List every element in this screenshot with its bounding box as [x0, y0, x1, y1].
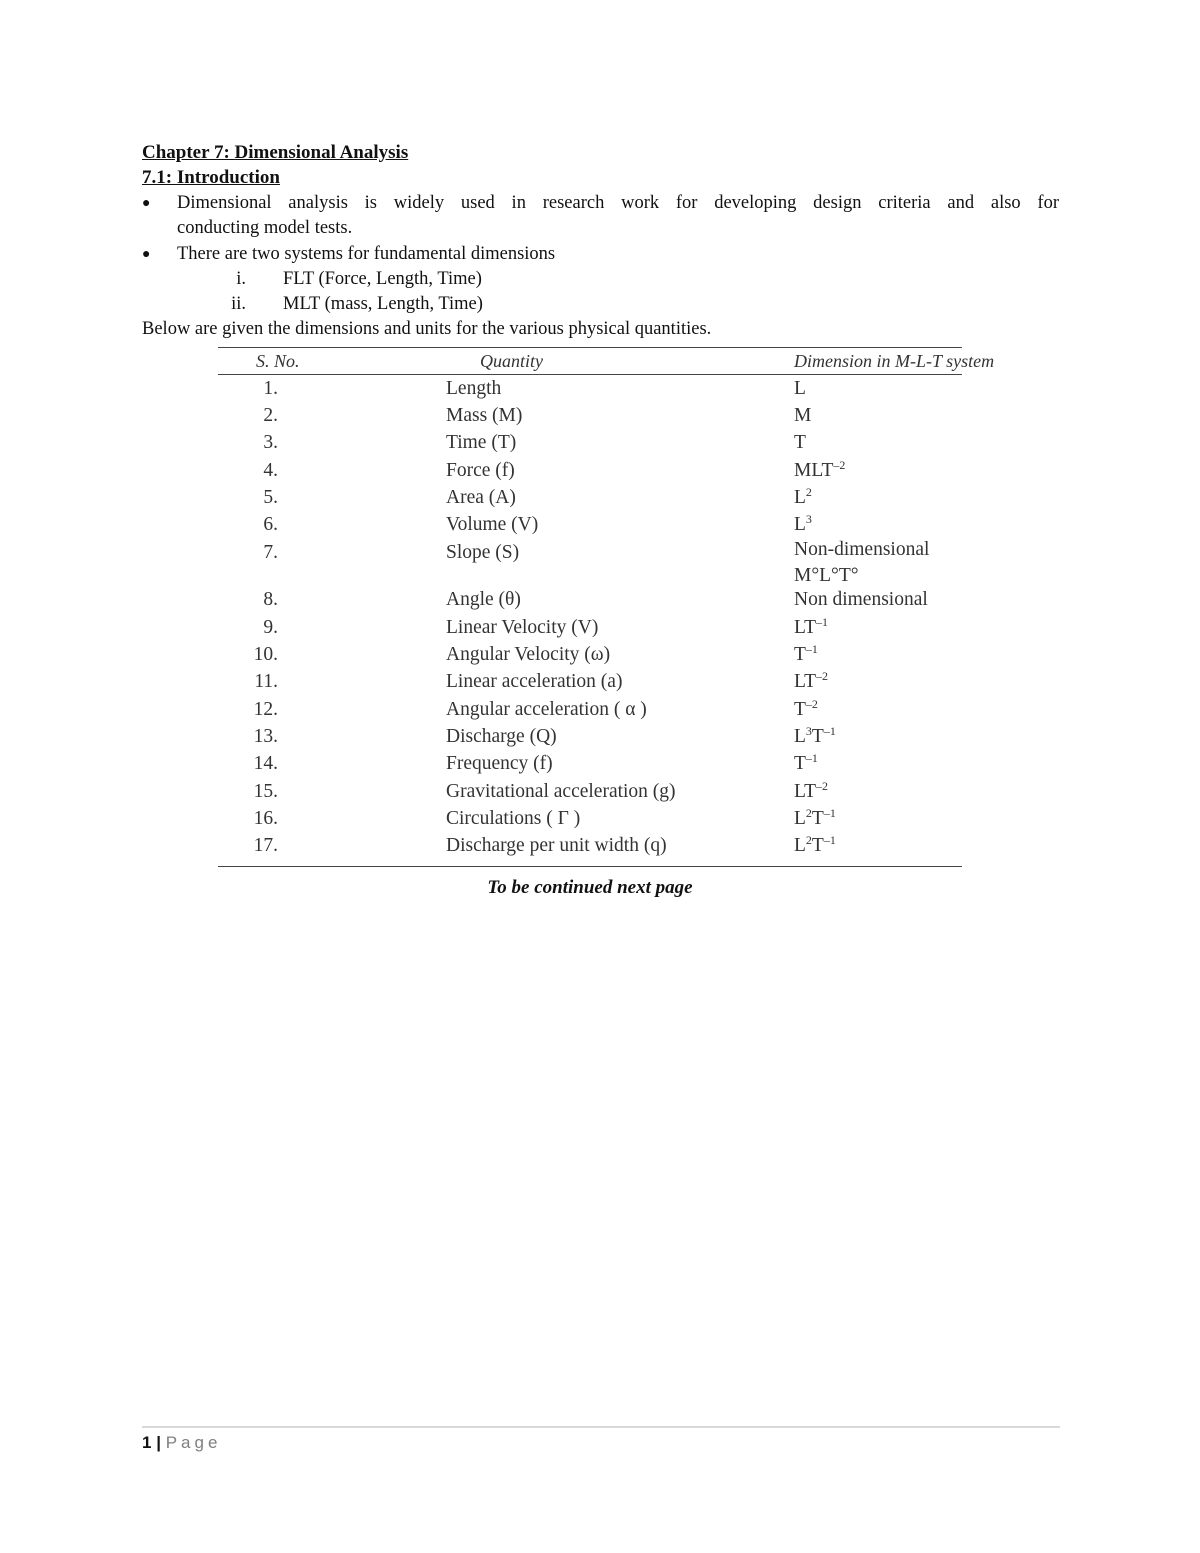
row-sno: 17.: [218, 832, 446, 866]
row-sno: 11.: [254, 671, 278, 693]
dimension-base: M: [794, 404, 812, 426]
row-dimension: [794, 539, 962, 587]
header-sno: S. No.: [218, 348, 446, 375]
footer-divider: [142, 1426, 1060, 1428]
page-label: Page: [165, 1433, 222, 1452]
page-number: 1: [142, 1433, 152, 1452]
table-row: [218, 696, 962, 723]
row-quantity: Frequency (f): [446, 753, 553, 775]
row-dimension: [794, 587, 962, 614]
row-quantity: Gravitational acceleration (g): [446, 780, 676, 802]
system-text: FLT (Force, Length, Time): [283, 269, 482, 289]
header-dimension: Dimension in M-L-T system: [794, 348, 962, 375]
table-row: [218, 805, 962, 832]
dimension-base: L: [794, 377, 806, 399]
table-row: [218, 402, 962, 429]
dimension-base: T: [811, 725, 824, 747]
dimension-exponent: –1: [805, 642, 818, 657]
table-row: [218, 484, 962, 511]
dimension-base: L: [794, 725, 806, 747]
row-dimension: [794, 511, 962, 538]
header-quantity: Quantity: [446, 348, 794, 375]
dimension-base: L: [794, 514, 806, 536]
row-quantity: Mass (M): [446, 404, 523, 426]
dimension-exponent: –1: [823, 805, 836, 820]
row-quantity: Angle (θ): [446, 589, 521, 611]
row-sno: 6.: [263, 514, 278, 536]
table-section: [218, 347, 995, 899]
table-row: [218, 587, 962, 614]
continued-note: To be continued next page: [487, 876, 693, 898]
dimensions-table: [218, 347, 995, 867]
row-quantity: Volume (V): [446, 514, 539, 536]
row-dimension: [794, 375, 962, 403]
dimension-exponent: 2: [805, 484, 812, 499]
dimension-base: L: [794, 835, 806, 857]
row-sno: 15.: [253, 780, 278, 802]
dimension-base: T: [794, 432, 806, 454]
table-row: [218, 778, 962, 805]
table-row: [218, 614, 962, 641]
row-quantity: Angular Velocity (ω): [446, 644, 611, 666]
row-quantity: Discharge (Q): [446, 725, 557, 747]
dimension-base: L: [794, 486, 806, 508]
dimension-exponent: –1: [805, 751, 818, 766]
table-row: [218, 669, 962, 696]
dimension-base: LT: [794, 671, 817, 693]
row-quantity: Linear acceleration (a): [446, 671, 623, 693]
dimension-exponent: –1: [816, 614, 829, 629]
row-dimension: [794, 696, 962, 723]
row-sno: 4.: [263, 459, 278, 481]
row-quantity: Area (A): [446, 486, 516, 508]
dimension-base: LT: [794, 616, 817, 638]
dimension-base: T: [794, 698, 806, 720]
row-sno: 14.: [253, 753, 278, 775]
row-sno: 1.: [263, 377, 278, 399]
dimension-exponent: –2: [833, 457, 846, 472]
row-dimension: [794, 614, 962, 641]
table-row: [218, 723, 962, 750]
row-quantity: Circulations ( Γ ): [446, 807, 581, 829]
row-sno: 3.: [263, 432, 278, 454]
dimension-base: LT: [794, 780, 817, 802]
footer-separator: |: [156, 1433, 161, 1452]
dimension-exponent: –1: [823, 723, 836, 738]
row-quantity: Force (f): [446, 459, 515, 481]
chapter-title: Chapter 7: Dimensional Analysis: [142, 142, 409, 163]
row-dimension: [794, 751, 962, 778]
system-num: ii.: [231, 294, 246, 314]
dimension-base: T: [794, 644, 806, 666]
table-row: [218, 430, 962, 457]
bullet-icon: ●: [142, 247, 151, 262]
table-header-row: [218, 348, 962, 375]
table-row: [218, 511, 962, 538]
dimension-exponent: –2: [816, 778, 829, 793]
dimension-exponent: –1: [823, 833, 836, 848]
row-quantity: Discharge per unit width (q): [446, 832, 794, 866]
row-sno: 16.: [253, 807, 278, 829]
row-sno: 2.: [263, 404, 278, 426]
table-row: [218, 375, 962, 403]
row-dimension: [794, 723, 962, 750]
table-row: [218, 832, 962, 866]
row-sno: 10.: [253, 644, 278, 666]
dimension-exponent: –2: [805, 696, 818, 711]
dimension-base: MLT: [794, 459, 834, 481]
row-quantity: Length: [446, 377, 502, 399]
system-num: i.: [236, 269, 246, 289]
dimension-base: Non dimensional: [794, 589, 928, 611]
system-text: MLT (mass, Length, Time): [283, 294, 483, 314]
row-dimension: [794, 484, 962, 511]
dimension-base: T: [811, 835, 824, 857]
dimension-exponent: –2: [816, 669, 829, 684]
table-row: [218, 751, 962, 778]
row-sno: 8.: [263, 589, 278, 611]
row-dimension: [794, 805, 962, 832]
table-row: [218, 457, 962, 484]
dimension-exponent: 3: [805, 512, 812, 527]
row-dimension: [794, 402, 962, 429]
table-row: [218, 641, 962, 668]
dimension-exponent: 2: [805, 833, 812, 848]
row-quantity: Time (T): [446, 432, 517, 454]
dimension-base: T: [794, 753, 806, 775]
dimension-base: T: [811, 807, 824, 829]
row-quantity: Angular acceleration ( α ): [446, 698, 647, 720]
row-dimension: [794, 430, 962, 457]
row-sno: 13.: [253, 725, 278, 747]
bullet-2: There are two systems for fundamental dimensions: [177, 244, 556, 264]
dimension-exponent: 3: [805, 723, 812, 738]
row-quantity: Slope (S): [446, 541, 520, 563]
table-row: [218, 539, 962, 587]
table-intro: Below are given the dimensions and units for the various physical quantities.: [142, 319, 712, 339]
dimension-base: L: [794, 807, 806, 829]
row-dimension: [794, 832, 962, 866]
row-sno: 5.: [263, 486, 278, 508]
section-title: 7.1: Introduction: [142, 167, 280, 188]
row-dimension: [794, 457, 962, 484]
row-dimension: [794, 778, 962, 805]
dimension-exponent: 2: [805, 805, 812, 820]
dimension-line-2: M°L°T°: [794, 564, 859, 586]
row-dimension: [794, 669, 962, 696]
dimension-base: Non-dimensional: [794, 538, 930, 560]
row-quantity: Linear Velocity (V): [446, 616, 599, 638]
row-dimension: [794, 641, 962, 668]
row-sno: 9.: [263, 616, 278, 638]
bullet-icon: ●: [142, 196, 151, 211]
page-footer: [142, 1433, 221, 1453]
bullet-1-line-1: Dimensional analysis is widely used in research work for developing design criteria and also for: [177, 193, 1059, 213]
bullet-1-line-2: conducting model tests.: [177, 218, 353, 238]
row-sno: 12.: [253, 698, 278, 720]
row-sno: 7.: [263, 541, 278, 563]
